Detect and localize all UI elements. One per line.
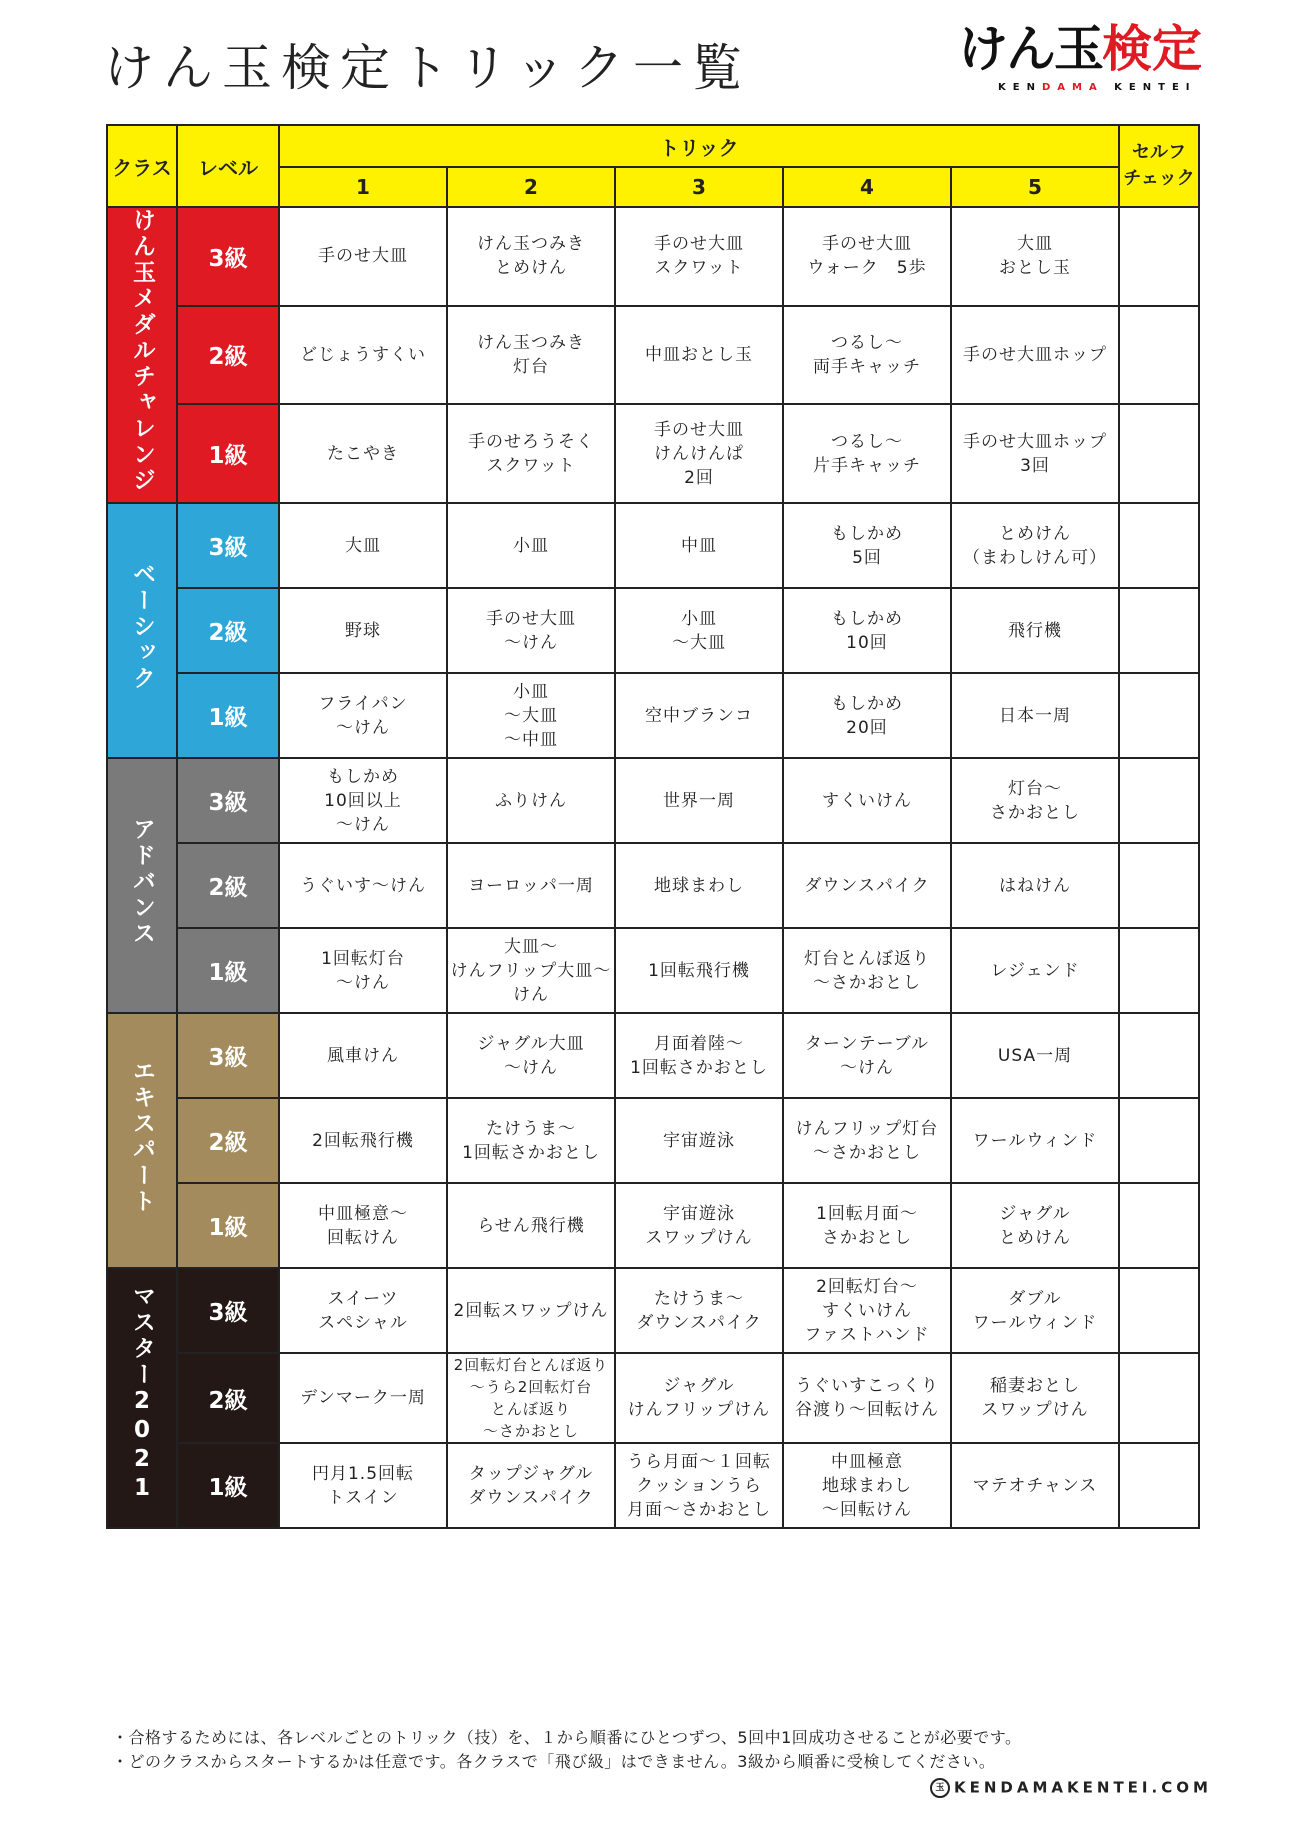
- self-check-cell[interactable]: [1119, 588, 1199, 673]
- class-cell: [107, 758, 177, 1013]
- trick-cell: 野球: [279, 588, 447, 673]
- level-cell: 1級: [177, 673, 279, 758]
- trick-cell: ヨーロッパ一周: [447, 843, 615, 928]
- trick-cell: 小皿 〜大皿: [615, 588, 783, 673]
- trick-cell: 大皿 おとし玉: [951, 207, 1119, 306]
- kendama-kentei-logo: [958, 20, 1202, 106]
- trick-cell: 世界一周: [615, 758, 783, 843]
- class-name: アドバンス: [129, 816, 155, 947]
- logo-sub-pre: KEN: [998, 82, 1042, 93]
- header-trick-number: 4: [783, 167, 951, 207]
- class-cell: [107, 1268, 177, 1528]
- level-cell: 3級: [177, 1013, 279, 1098]
- trick-cell: 1回転灯台 〜けん: [279, 928, 447, 1013]
- level-cell: 2級: [177, 588, 279, 673]
- trick-cell: 1回転月面〜 さかおとし: [783, 1183, 951, 1268]
- trick-cell: もしかめ 5回: [783, 503, 951, 588]
- trick-cell: 中皿極意〜 回転けん: [279, 1183, 447, 1268]
- trick-cell: ジャグル とめけん: [951, 1183, 1119, 1268]
- trick-cell: 飛行機: [951, 588, 1119, 673]
- trick-cell: 手のせろうそく スクワット: [447, 404, 615, 503]
- trick-cell: ジャグル大皿 〜けん: [447, 1013, 615, 1098]
- trick-cell: 小皿 〜大皿 〜中皿: [447, 673, 615, 758]
- trick-cell: 大皿〜 けんフリップ大皿〜 けん: [447, 928, 615, 1013]
- trick-cell: 空中ブランコ: [615, 673, 783, 758]
- level-cell: 3級: [177, 207, 279, 306]
- logo-sub-post: KENTEI: [1103, 82, 1197, 93]
- level-cell: 3級: [177, 1268, 279, 1353]
- header-trick-number: 1: [279, 167, 447, 207]
- trick-cell: ターンテーブル 〜けん: [783, 1013, 951, 1098]
- level-cell: 2級: [177, 1353, 279, 1443]
- logo-subtitle: [958, 82, 1198, 93]
- trick-cell: とめけん （まわしけん可）: [951, 503, 1119, 588]
- trick-cell: 地球まわし: [615, 843, 783, 928]
- header-self-check: セルフ チェック: [1119, 125, 1199, 207]
- trick-cell: 手のせ大皿: [279, 207, 447, 306]
- trick-cell: 2回転灯台〜 すくいけん ファストハンド: [783, 1268, 951, 1353]
- level-cell: 3級: [177, 503, 279, 588]
- trick-cell: 宇宙遊泳 スワップけん: [615, 1183, 783, 1268]
- logo-kendama-text: けん玉: [958, 20, 1102, 78]
- trick-cell: ジャグル けんフリップけん: [615, 1353, 783, 1443]
- trick-cell: ふりけん: [447, 758, 615, 843]
- header-class: クラス: [107, 125, 177, 207]
- self-check-cell[interactable]: [1119, 503, 1199, 588]
- trick-cell: ダブル ワールウィンド: [951, 1268, 1119, 1353]
- trick-cell: けん玉つみき 灯台: [447, 306, 615, 405]
- class-cell: [107, 207, 177, 503]
- table-row: [107, 1268, 1199, 1353]
- trick-cell: うぐいす〜けん: [279, 843, 447, 928]
- self-check-cell[interactable]: [1119, 1098, 1199, 1183]
- trick-cell: 灯台とんぼ返り 〜さかおとし: [783, 928, 951, 1013]
- trick-cell: タップジャグル ダウンスパイク: [447, 1443, 615, 1528]
- trick-cell: ワールウィンド: [951, 1098, 1119, 1183]
- class-name: マスター2021: [129, 1284, 155, 1504]
- trick-cell: 手のせ大皿 ウォーク 5歩: [783, 207, 951, 306]
- trick-cell: 2回転スワップけん: [447, 1268, 615, 1353]
- trick-cell: 中皿おとし玉: [615, 306, 783, 405]
- self-check-cell[interactable]: [1119, 1443, 1199, 1528]
- trick-cell: ダウンスパイク: [783, 843, 951, 928]
- table-row: [107, 207, 1199, 306]
- trick-cell: 手のせ大皿 スクワット: [615, 207, 783, 306]
- trick-cell: たけうま〜 ダウンスパイク: [615, 1268, 783, 1353]
- table-row: [107, 588, 1199, 673]
- kendama-circle-icon: 玉: [930, 1778, 950, 1798]
- header-trick-number: 2: [447, 167, 615, 207]
- trick-cell: 手のせ大皿ホップ 3回: [951, 404, 1119, 503]
- table-row: [107, 843, 1199, 928]
- trick-cell: 風車けん: [279, 1013, 447, 1098]
- level-cell: 2級: [177, 306, 279, 405]
- header-trick-number: 5: [951, 167, 1119, 207]
- self-check-cell[interactable]: [1119, 843, 1199, 928]
- self-check-cell[interactable]: [1119, 1013, 1199, 1098]
- class-name: ベーシック: [129, 561, 155, 692]
- trick-cell: けん玉つみき とめけん: [447, 207, 615, 306]
- trick-cell: もしかめ 10回: [783, 588, 951, 673]
- self-check-cell[interactable]: [1119, 1353, 1199, 1443]
- trick-cell: もしかめ 20回: [783, 673, 951, 758]
- trick-cell: けんフリップ灯台 〜さかおとし: [783, 1098, 951, 1183]
- self-check-cell[interactable]: [1119, 1183, 1199, 1268]
- trick-cell: 中皿: [615, 503, 783, 588]
- header-trick-number: 3: [615, 167, 783, 207]
- class-cell: [107, 1013, 177, 1268]
- trick-cell: すくいけん: [783, 758, 951, 843]
- header-trick: トリック: [279, 125, 1119, 167]
- trick-cell: 手のせ大皿 〜けん: [447, 588, 615, 673]
- class-name: けん玉メダルチャレンジ: [129, 208, 155, 494]
- level-cell: 1級: [177, 1183, 279, 1268]
- level-cell: 1級: [177, 928, 279, 1013]
- trick-cell: 稲妻おとし スワップけん: [951, 1353, 1119, 1443]
- table-row: [107, 673, 1199, 758]
- trick-cell: うぐいすこっくり 谷渡り〜回転けん: [783, 1353, 951, 1443]
- trick-cell: 日本一周: [951, 673, 1119, 758]
- trick-cell: 2回転灯台とんぼ返り 〜うら2回転灯台 とんぼ返り 〜さかおとし: [447, 1353, 615, 1443]
- class-name: エキスパート: [129, 1058, 155, 1215]
- trick-cell: 中皿極意 地球まわし 〜回転けん: [783, 1443, 951, 1528]
- trick-cell: 灯台〜 さかおとし: [951, 758, 1119, 843]
- self-check-cell[interactable]: [1119, 928, 1199, 1013]
- trick-cell: 円月1.5回転 トスイン: [279, 1443, 447, 1528]
- trick-cell: フライパン 〜けん: [279, 673, 447, 758]
- notes: [112, 1726, 1021, 1774]
- note-line: ・どのクラスからスタートするかは任意です。各クラスで「飛び級」はできません。3級から順番に受検してください。: [112, 1752, 996, 1771]
- self-check-cell[interactable]: [1119, 207, 1199, 306]
- trick-cell: うら月面〜１回転 クッションうら 月面〜さかおとし: [615, 1443, 783, 1528]
- table-row: [107, 1353, 1199, 1443]
- trick-cell: スイーツ スペシャル: [279, 1268, 447, 1353]
- trick-table: [106, 124, 1200, 1529]
- table-row: [107, 404, 1199, 503]
- website-footer: [930, 1778, 1212, 1798]
- trick-cell: 手のせ大皿 けんけんぱ 2回: [615, 404, 783, 503]
- trick-cell: たこやき: [279, 404, 447, 503]
- self-check-cell[interactable]: [1119, 404, 1199, 503]
- trick-cell: 手のせ大皿ホップ: [951, 306, 1119, 405]
- trick-cell: どじょうすくい: [279, 306, 447, 405]
- trick-cell: つるし〜 片手キャッチ: [783, 404, 951, 503]
- trick-cell: USA一周: [951, 1013, 1119, 1098]
- self-check-cell[interactable]: [1119, 306, 1199, 405]
- table-row: [107, 503, 1199, 588]
- trick-table-body: [107, 207, 1199, 1528]
- logo-sub-mid: DAMA: [1041, 82, 1104, 93]
- table-row: [107, 1013, 1199, 1098]
- level-cell: 3級: [177, 758, 279, 843]
- trick-cell: 小皿: [447, 503, 615, 588]
- class-cell: [107, 503, 177, 758]
- table-row: [107, 1098, 1199, 1183]
- level-cell: 1級: [177, 404, 279, 503]
- trick-cell: 1回転飛行機: [615, 928, 783, 1013]
- trick-cell: マテオチャンス: [951, 1443, 1119, 1528]
- website-url: KENDAMAKENTEI.COM: [954, 1778, 1212, 1797]
- trick-cell: デンマーク一周: [279, 1353, 447, 1443]
- level-cell: 1級: [177, 1443, 279, 1528]
- table-row: [107, 758, 1199, 843]
- logo-kentei-text: 検定: [1102, 20, 1202, 78]
- trick-cell: 月面着陸〜 1回転さかおとし: [615, 1013, 783, 1098]
- table-row: [107, 928, 1199, 1013]
- trick-cell: 2回転飛行機: [279, 1098, 447, 1183]
- trick-cell: はねけん: [951, 843, 1119, 928]
- level-cell: 2級: [177, 843, 279, 928]
- trick-cell: つるし〜 両手キャッチ: [783, 306, 951, 405]
- table-row: [107, 1443, 1199, 1528]
- logo-wordmark: [958, 20, 1202, 78]
- note-line: ・合格するためには、各レベルごとのトリック（技）を、１から順番にひとつずつ、5回中1回成功させることが必要です。: [112, 1728, 1022, 1747]
- self-check-cell[interactable]: [1119, 1268, 1199, 1353]
- table-row: [107, 1183, 1199, 1268]
- self-check-cell[interactable]: [1119, 673, 1199, 758]
- level-cell: 2級: [177, 1098, 279, 1183]
- trick-cell: もしかめ 10回以上 〜けん: [279, 758, 447, 843]
- page-title: けん玉検定トリック一覧: [104, 39, 751, 97]
- trick-cell: レジェンド: [951, 928, 1119, 1013]
- trick-cell: 宇宙遊泳: [615, 1098, 783, 1183]
- trick-cell: たけうま〜 1回転さかおとし: [447, 1098, 615, 1183]
- header-level: レベル: [177, 125, 279, 207]
- table-row: [107, 306, 1199, 405]
- trick-cell: らせん飛行機: [447, 1183, 615, 1268]
- self-check-cell[interactable]: [1119, 758, 1199, 843]
- trick-cell: 大皿: [279, 503, 447, 588]
